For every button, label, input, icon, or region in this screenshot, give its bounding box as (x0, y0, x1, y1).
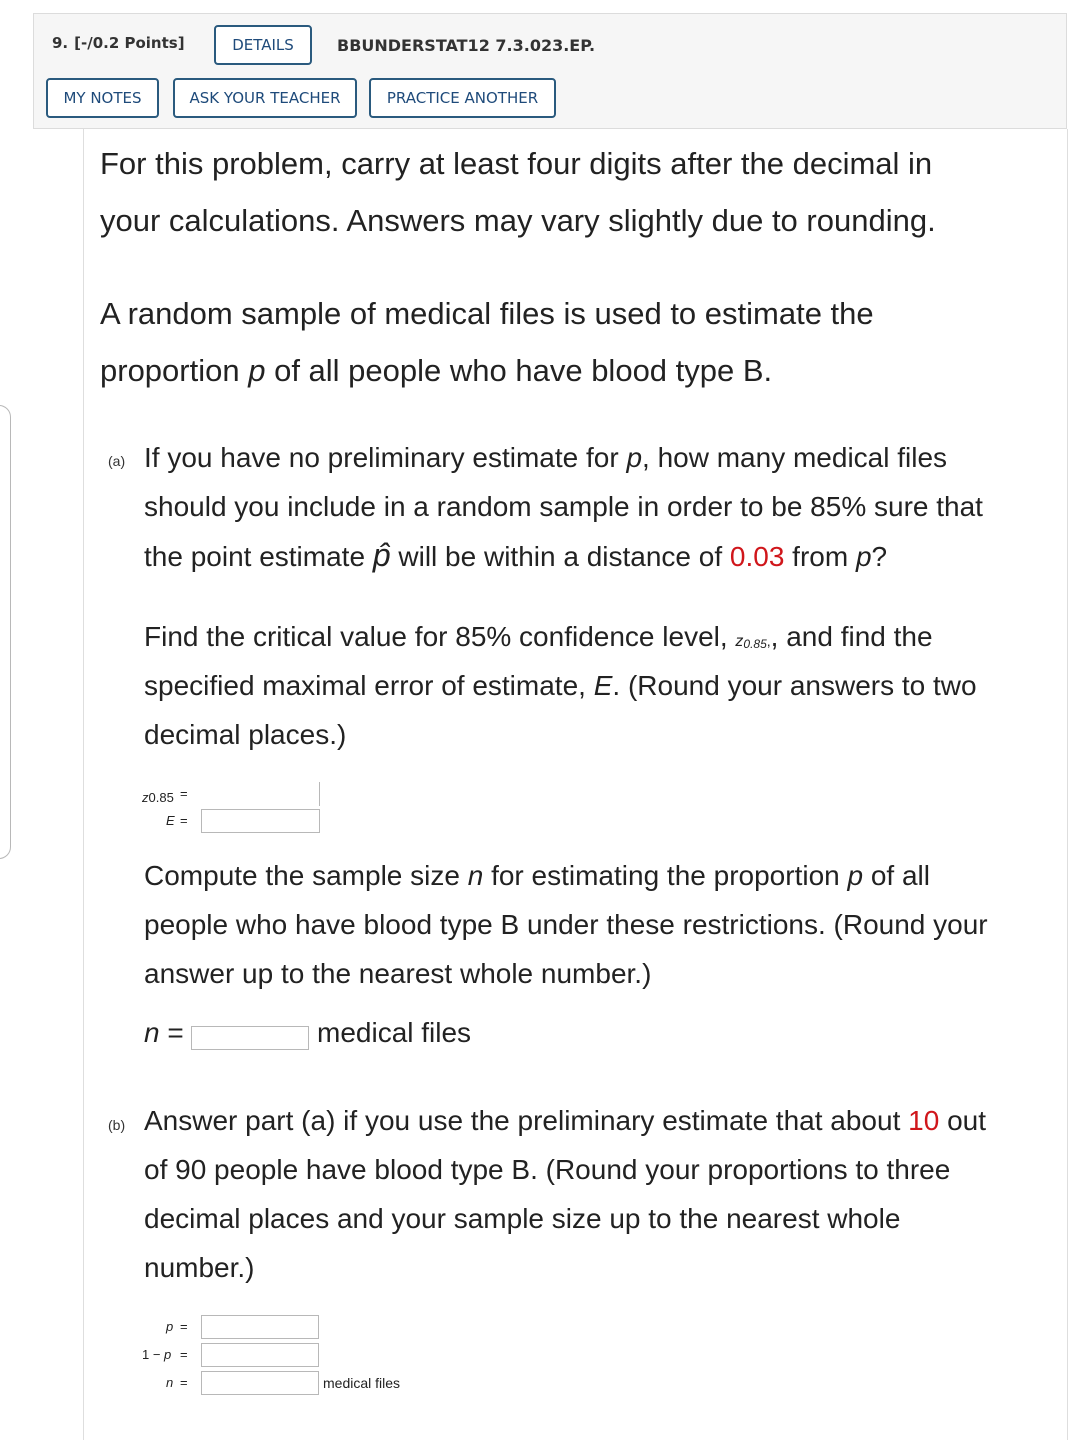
problem-line-1: A random sample of medical files is used to estimate the (100, 296, 874, 331)
problem-line-2: proportion p of all people who have blood type B. (100, 353, 773, 388)
find-line-3: decimal places.) (144, 719, 347, 750)
distance-value: 0.03 (729, 541, 785, 572)
p-equals: = (180, 1319, 188, 1334)
question-body (83, 129, 1068, 1440)
intro-line-1: For this problem, carry at least four digits after the decimal in (100, 146, 933, 181)
n-label-b: n (166, 1375, 174, 1390)
part-a-line-2: should you include in a random sample in order to be 85% sure that (144, 491, 983, 522)
e-label: E (166, 813, 175, 828)
compute-line-3: answer up to the nearest whole number.) (144, 958, 652, 989)
e-equals: = (180, 813, 188, 828)
one-minus-p-equals: = (180, 1347, 188, 1362)
n-label-a: n = (144, 1017, 184, 1048)
details-button[interactable]: DETAILS (214, 25, 312, 65)
question-header (33, 13, 1067, 129)
part-a-line-1: If you have no preliminary estimate for p, how many medical files (144, 442, 948, 473)
one-minus-p-input[interactable] (201, 1343, 319, 1367)
max-error-input[interactable] (201, 809, 320, 833)
part-b-label: (b) (108, 1117, 126, 1133)
part-b-line-4: number.) (144, 1252, 255, 1283)
n-unit-a: medical files (317, 1017, 472, 1048)
question-reference: BBUNDERSTAT12 7.3.023.EP. (337, 36, 596, 55)
part-b-line-3: decimal places and your sample size up to the nearest whole (144, 1203, 901, 1234)
question-index: 9. (52, 34, 69, 52)
n-equals-b: = (180, 1375, 188, 1390)
one-minus-p-label: 1 − p (142, 1347, 172, 1362)
z-label: z0.85 (142, 790, 174, 805)
ask-teacher-button[interactable]: ASK YOUR TEACHER (173, 78, 357, 118)
compute-line-2: people who have blood type B under these restrictions. (Round your (144, 909, 988, 940)
intro-line-2: your calculations. Answers may vary slightly due to rounding. (100, 203, 936, 238)
practice-another-button[interactable]: PRACTICE ANOTHER (369, 78, 556, 118)
find-line-1: Find the critical value for 85% confidence level, z0.85,, and find the (144, 621, 933, 652)
p-input[interactable] (201, 1315, 319, 1339)
my-notes-button[interactable]: MY NOTES (46, 78, 159, 118)
sample-size-input-b[interactable] (201, 1371, 319, 1395)
part-a-line-3: the point estimate p̂ will be within a distance of 0.03 from p? (144, 537, 888, 573)
z-equals: = (180, 786, 188, 801)
sample-size-input-a[interactable] (191, 1026, 309, 1050)
part-b-line-1: Answer part (a) if you use the preliminary estimate that about 10 out (144, 1105, 986, 1136)
count-value: 10 (908, 1105, 940, 1136)
points-label: [-/0.2 Points] (74, 34, 185, 52)
find-line-2: specified maximal error of estimate, E. (Round your answers to two (144, 670, 977, 701)
z-critical-input[interactable] (201, 782, 320, 806)
section-bracket (0, 405, 11, 859)
part-a-label: (a) (108, 453, 126, 469)
question-number (52, 34, 185, 52)
p-label-b: p (166, 1319, 174, 1334)
part-b-line-2: of 90 people have blood type B. (Round your proportions to three (144, 1154, 951, 1185)
compute-line-1: Compute the sample size n for estimating the proportion p of all (144, 860, 931, 891)
n-unit-b: medical files (323, 1375, 401, 1391)
